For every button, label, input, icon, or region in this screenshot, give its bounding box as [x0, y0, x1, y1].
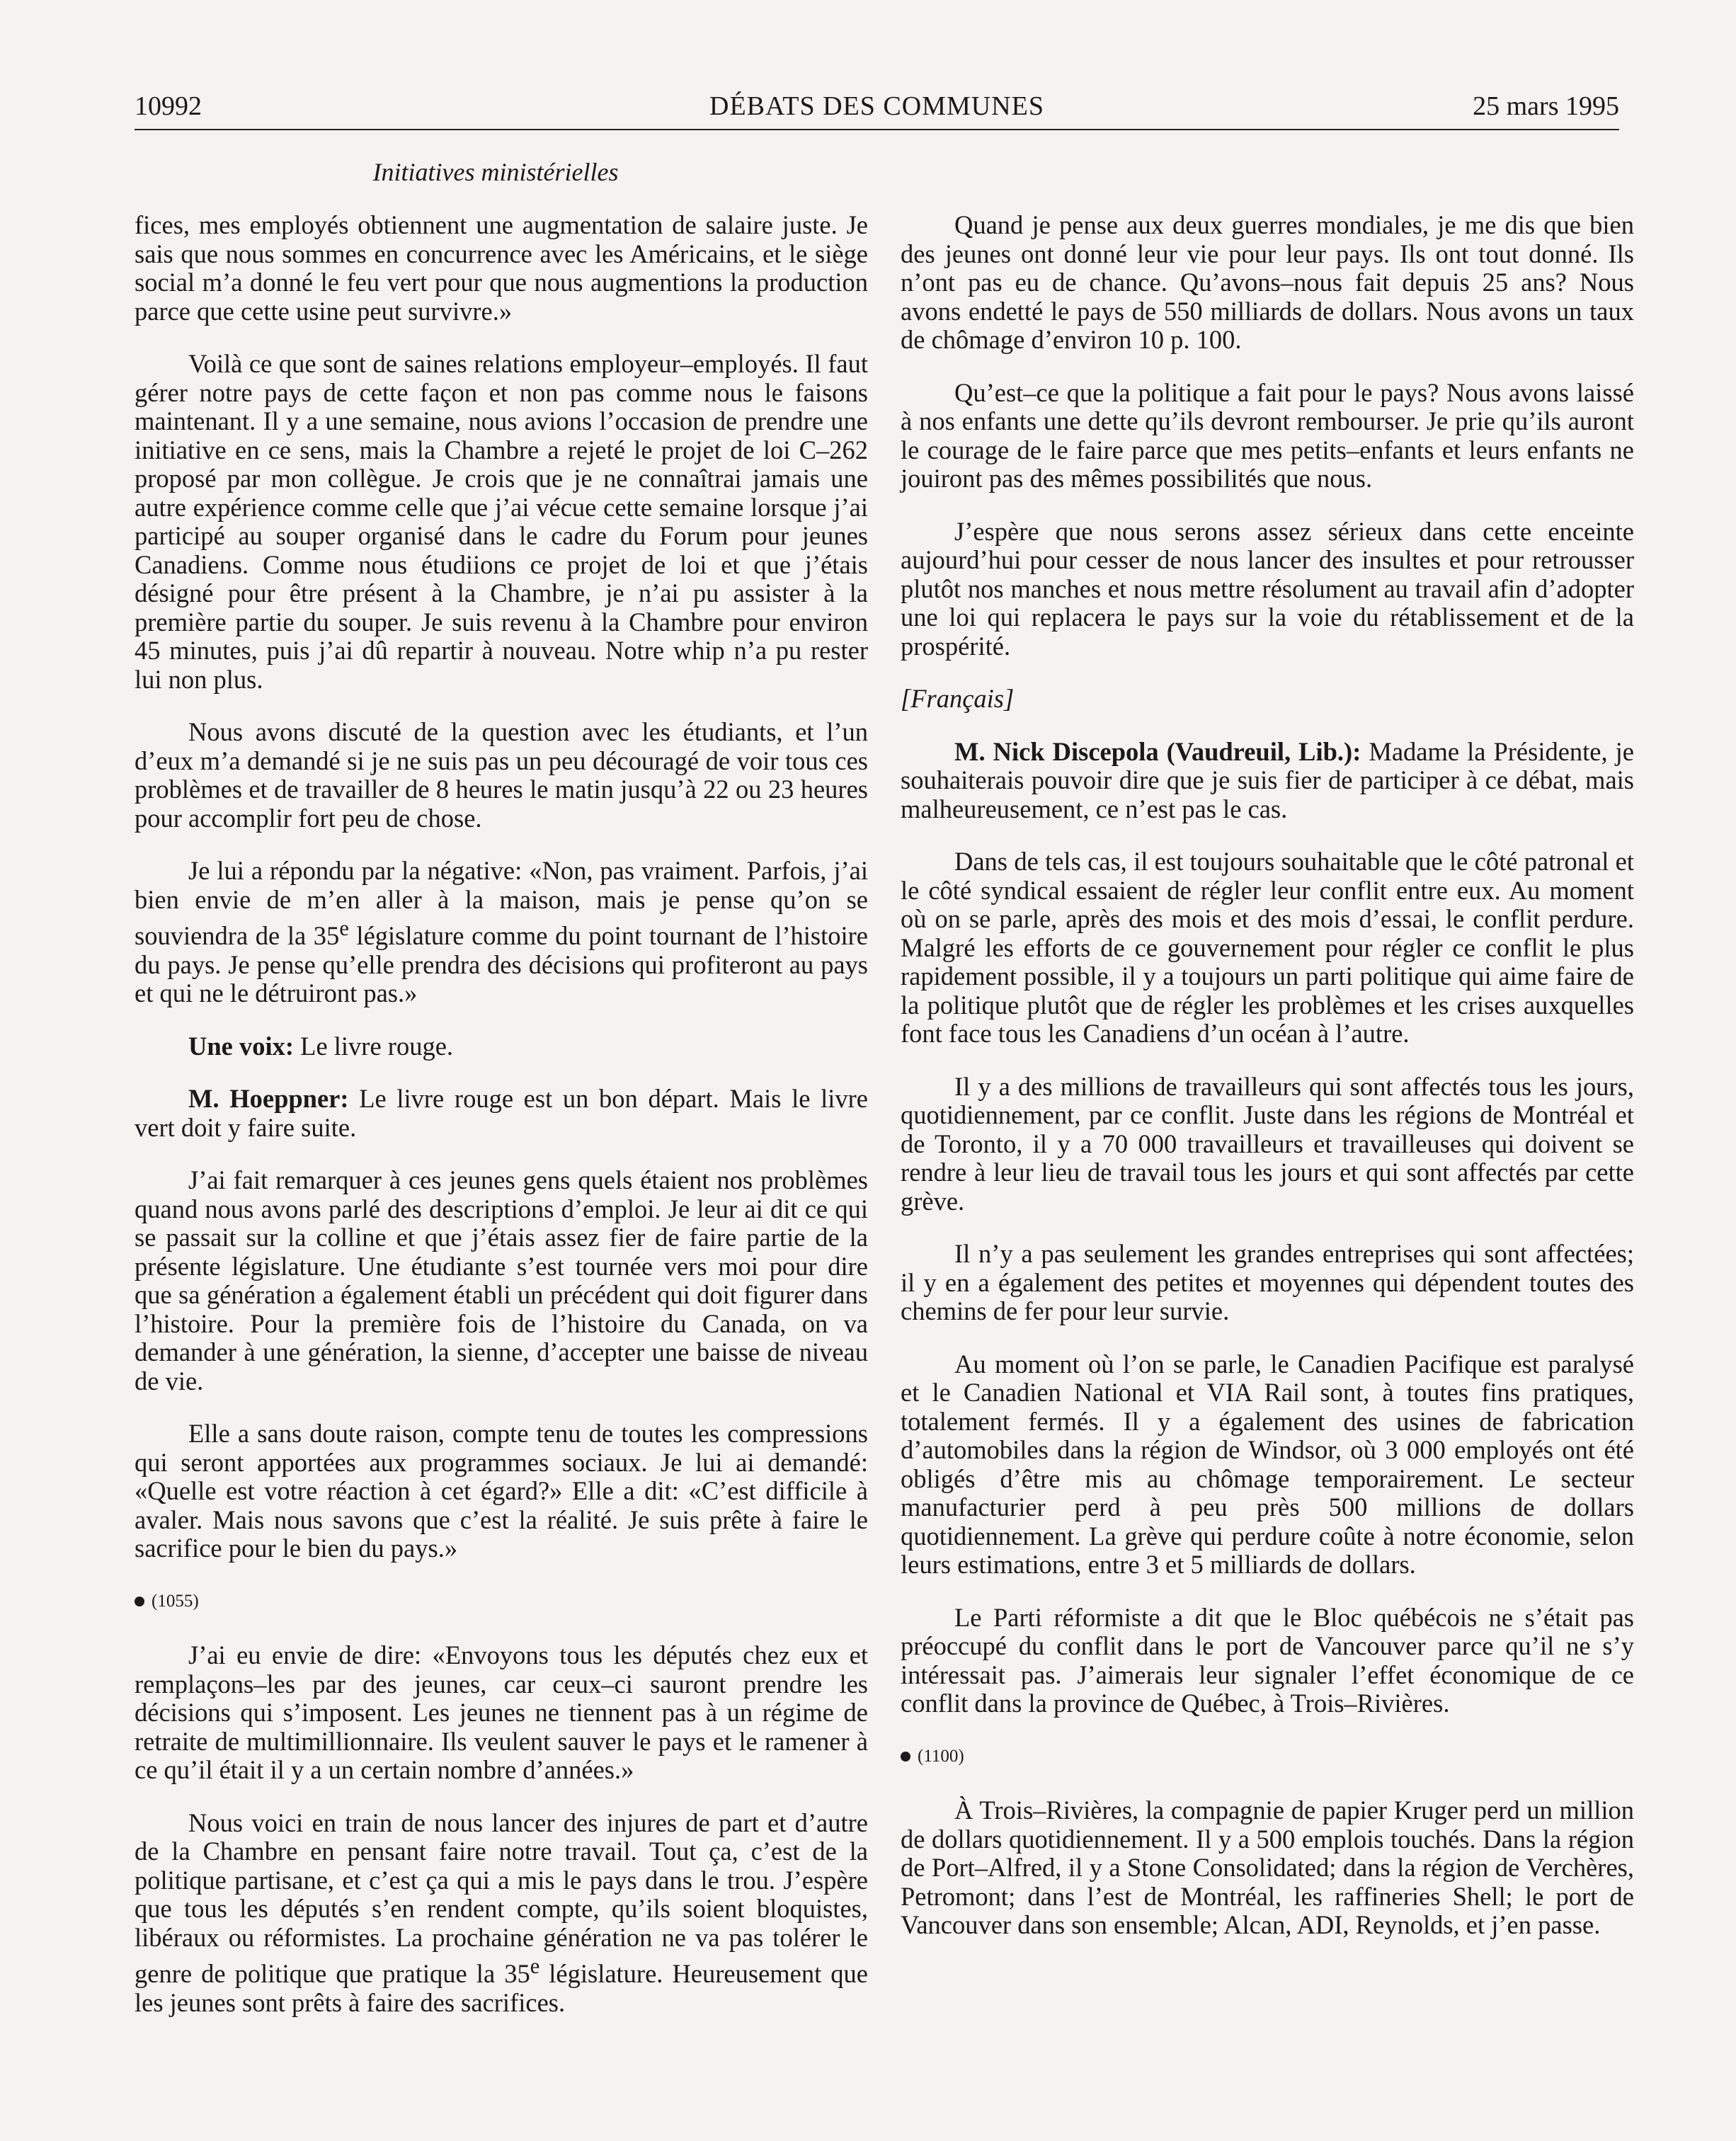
- speaker-name: Une voix:: [188, 1031, 295, 1061]
- paragraph: Nous avons discuté de la question avec les étudiants, et l’un d’eux m’a demandé si je ne suis pas un peu découragé de voir tous ces problèmes et de travailler de 8 heures le matin jusqu’à 22 ou 23 heures pour accomplir fort peu de chose.: [135, 717, 868, 833]
- publication-title: DÉBATS DES COMMUNES: [709, 91, 1044, 121]
- speaker-name: M. Hoeppner:: [188, 1084, 349, 1114]
- paragraph: J’ai eu envie de dire: «Envoyons tous les députés chez eux et remplaçons–les par des jeunes, car ceux–ci sauront prendre les décisions qui s’imposent. Les jeunes ne tiennent pas à un régime de retraite de multimillionnaire. Ils veulent sauver le pays et le ramener à ce qu’il était il y a un certain nombre d’années.»: [135, 1640, 868, 1785]
- page-date: 25 mars 1995: [1473, 91, 1619, 121]
- time-marker-label: (1100): [918, 1746, 964, 1766]
- section-title: Initiatives ministérielles: [372, 158, 619, 186]
- paragraph: fices, mes employés obtiennent une augmentation de salaire juste. Je sais que nous sommes en concurrence avec les Américains, et le siège social m’a donné le feu vert pour que nous augmentions la production parce que cette usine peut survivre.»: [135, 210, 868, 326]
- paragraph-text: législature. Heureusement que les jeunes sont prêts à faire des sacrifices.: [135, 1959, 869, 2017]
- speaker-name: M. Nick Discepola (Vaudreuil, Lib.):: [954, 736, 1361, 766]
- left-column: [135, 211, 868, 2041]
- superscript: e: [530, 1954, 540, 1979]
- paragraph: J’ai fait remarquer à ces jeunes gens quels étaient nos problèmes quand nous avons parlé des descriptions d’emploi. Je leur ai dit ce qui se passait sur la colline et que j’étais assez fier de faire partie de la présente législature. Une étudiante s’est tournée vers moi pour dire que sa génération a également établi un précédent qui doit figurer dans l’histoire. Pour la première fois de l’histoire du Canada, on va demander à une génération, la sienne, d’accepter une baisse de niveau de vie.: [135, 1165, 868, 1395]
- paragraph: À Trois–Rivières, la compagnie de papier Kruger perd un million de dollars quotidiennement. Il y a 500 emplois touchés. Dans la région de Port–Alfred, il y a Stone Consolidated; dans la région de Verchères, Petromont; dans l’est de Montréal, les raffineries Shell; le port de Vancouver dans son ensemble; Alcan, ADI, Reynolds, et j’en passe.: [901, 1795, 1634, 1939]
- paragraph: Au moment où l’on se parle, le Canadien Pacifique est paralysé et le Canadien National et VIA Rail sont, à toutes fins pratiques, totalement fermés. Il y a également des usines de fabrication d’automobiles dans la région de Windsor, où 3 000 employés ont été obligés d’être mis au chômage temporairement. Le secteur manufacturier perd à peu près 500 millions de dollars quotidiennement. La grève qui perdure coûte à notre économie, selon leurs estimations, entre 3 et 5 milliards de dollars.: [901, 1349, 1634, 1579]
- paragraph: Dans de tels cas, il est toujours souhaitable que le côté patronal et le côté syndical essaient de régler leur conflit entre eux. Au moment où on se parle, après des mois et des mois d’essai, le conflit perdure. Malgré les efforts de ce gouvernement pour régler ce conflit le plus rapidement possible, il y a toujours un parti politique qui aime faire de la politique plutôt que de régler les problèmes et les crises auxquelles font face tous les Canadiens d’un océan à l’autre.: [901, 847, 1634, 1048]
- page-number: 10992: [135, 91, 202, 121]
- right-column: [901, 211, 1634, 1964]
- speech-paragraph: [135, 1085, 868, 1142]
- paragraph: J’espère que nous serons assez sérieux dans cette enceinte aujourd’hui pour cesser de nous lancer des insultes et pour retrousser plutôt nos manches et nous mettre résolument au travail afin d’adopter une loi qui replacera le pays sur la voie du rétablissement et de la prospérité.: [901, 516, 1634, 661]
- speech-text: Le livre rouge est un bon départ. Mais le livre vert doit y faire suite.: [135, 1084, 868, 1142]
- paragraph: [135, 1809, 868, 2018]
- page-header: [135, 85, 1619, 130]
- speech-paragraph: [901, 738, 1634, 824]
- paragraph: Voilà ce que sont de saines relations employeur–employés. Il faut gérer notre pays de cette façon et non pas comme nous le faisons maintenant. Il y a une semaine, nous avions l’occasion de prendre une initiative en ce sens, mais la Chambre a rejeté le projet de loi C–262 proposé par mon collègue. Je crois que je ne connaîtrai jamais une autre expérience comme celle que j’ai vécue cette semaine lorsque j’ai participé au souper organisé dans le cadre du Forum pour jeunes Canadiens. Comme nous étudiions ce projet de loi et que j’étais désigné pour être présent à la Chambre, je n’ai pu assister à la première partie du souper. Je suis revenu à la Chambre pour environ 45 minutes, puis j’ai dû repartir à nouveau. Notre whip n’a pu rester lui non plus.: [135, 349, 868, 694]
- bullet-icon: [901, 1752, 910, 1762]
- paragraph-text: législature comme du point tournant de l’histoire du pays. Je pense qu’elle prendra des décisions qui profiteront au pays et qui ne le détruiront pas.»: [135, 921, 868, 1008]
- speech-text: Le livre rouge.: [294, 1031, 454, 1061]
- superscript: e: [339, 916, 349, 940]
- paragraph: Quand je pense aux deux guerres mondiales, je me dis que bien des jeunes ont donné leur vie pour leur pays. Ils ont tout donné. Ils n’ont pas eu de chance. Qu’avons–nous fait depuis 25 ans? Nous avons endetté le pays de 550 milliards de dollars. Nous avons un taux de chômage d’environ 10 p. 100.: [901, 210, 1634, 354]
- paragraph-text: Je lui a répondu par la négative: «Non, pas vraiment. Parfois, j’ai bien envie de m’en aller à la maison, mais je pense qu’on se souviendra de la 35: [135, 856, 868, 951]
- paragraph: Qu’est–ce que la politique a fait pour le pays? Nous avons laissé à nos enfants une dette qu’ils devront rembourser. Je prie qu’ils auront le courage de le faire parce que mes petits–enfants et leurs enfants ne jouiront pas des mêmes possibilités que nous.: [901, 377, 1634, 493]
- time-marker: [135, 1587, 868, 1616]
- paragraph: Elle a sans doute raison, compte tenu de toutes les compressions qui seront apportées aux programmes sociaux. Je lui ai demandé: «Quelle est votre réaction à cet égard?» Elle a dit: «C’est difficile à avaler. Mais nous savons que c’est la réalité. Je suis prête à faire le sacrifice pour le bien du pays.»: [135, 1419, 868, 1563]
- paragraph: [135, 857, 868, 1008]
- paragraph: Le Parti réformiste a dit que le Bloc québécois ne s’était pas préoccupé du conflit dans le port de Vancouver parce qu’il ne s’y intéressait pas. J’aimerais leur signaler l’effet économique de ce conflit dans la province de Québec, à Trois–Rivières.: [901, 1602, 1634, 1718]
- time-marker-label: (1055): [152, 1591, 199, 1611]
- time-marker: [901, 1742, 1634, 1771]
- paragraph-text: Nous voici en train de nous lancer des injures de part et d’autre de la Chambre en pensant faire notre travail. Tout ça, c’est de la politique partisane, et c’est ça qui a mis le pays dans le trou. J’espère que tous les députés s’en rendent compte, qu’ils soient bloquistes, libéraux ou réformistes. La prochaine génération ne va pas tolérer le genre de politique que pratique la 35: [135, 1808, 868, 1989]
- speech-paragraph: [135, 1032, 868, 1061]
- bullet-icon: [135, 1597, 144, 1606]
- language-tag: [Français]: [901, 684, 1015, 713]
- paragraph: Il n’y a pas seulement les grandes entreprises qui sont affectées; il y en a également des petites et moyennes qui dépendent toutes des chemins de fer pour leur survie.: [901, 1239, 1634, 1325]
- paragraph: Il y a des millions de travailleurs qui sont affectés tous les jours, quotidiennement, par ce conflit. Juste dans les régions de Montréal et de Toronto, il y a 70 000 travailleurs et travailleuses qui doivent se rendre à leur lieu de travail tous les jours et qui sont affectés par cette grève.: [901, 1071, 1634, 1216]
- speech-text: Madame la Présidente, je souhaiterais pouvoir dire que je suis fier de participer à ce débat, mais malheureusement, ce n’est pas le cas.: [901, 736, 1634, 823]
